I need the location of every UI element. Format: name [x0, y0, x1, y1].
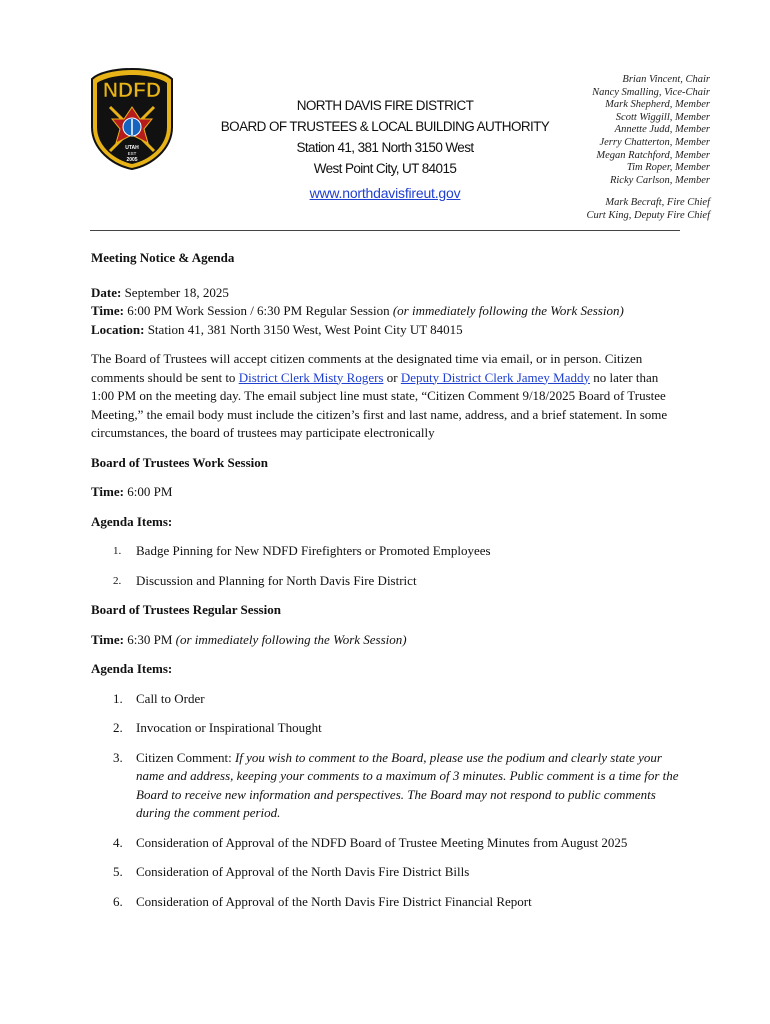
- header-divider: [90, 230, 680, 231]
- notice-title: Meeting Notice & Agenda: [91, 250, 235, 265]
- work-session-time: Time: 6:00 PM: [91, 484, 173, 499]
- board-member: Scott Wiggill, Member: [615, 111, 710, 123]
- board-member: Tim Roper, Member: [626, 162, 710, 174]
- org-city: West Point City, UT 84015: [313, 161, 457, 176]
- board-member: Ricky Carlson, Member: [609, 174, 710, 186]
- board-member: Megan Ratchford, Member: [596, 149, 710, 161]
- list-item: 2. Invocation or Inspirational Thought: [113, 720, 322, 735]
- org-station: Station 41, 381 North 3150 West: [296, 140, 474, 155]
- clerk-email-link[interactable]: District Clerk Misty Rogers: [238, 369, 384, 385]
- list-item: 1. Badge Pinning for New NDFD Firefighters or Promoted Employees: [113, 543, 491, 558]
- logo-text: NDFD: [102, 79, 162, 102]
- regular-session-heading: Board of Trustees Regular Session: [91, 602, 281, 617]
- agenda-content: [91, 249, 681, 911]
- board-member: Brian Vincent, Chair: [622, 74, 710, 85]
- board-members-list: [586, 74, 710, 223]
- org-name: NORTH DAVIS FIRE DISTRICT: [296, 98, 474, 113]
- work-session-agenda-label: Agenda Items:: [91, 513, 173, 529]
- ndfd-logo: [90, 67, 174, 171]
- comment-instructions: The Board of Trustees will accept citizen comments at the designated time via email, or in person. Citizen comments should be sent to District Clerk Misty Rogers or Deputy District Clerk Jamey Maddy no later than 1:00 PM on the meeting day. The email subject line must state, “Citizen Comment 9/18/2025 Board of Trustee Meeting,” the email body must include the citizen’s first and last name, address, and a brief statement. In some circumstances, the board of trustees may participate electronically: [91, 351, 668, 440]
- org-board: BOARD OF TRUSTEES & LOCAL BUILDING AUTHORITY: [220, 119, 550, 134]
- meeting-location: Location: Station 41, 381 North 3150 West, West Point City UT 84015: [91, 321, 463, 337]
- deputy-fire-chief: Curt King, Deputy Fire Chief: [586, 209, 710, 221]
- work-session-heading: Board of Trustees Work Session: [91, 454, 268, 470]
- list-item: 3. Citizen Comment: If you wish to comment to the Board, please use the podium and clearly state your name and address, keeping your comments to a maximum of 3 minutes. Public comment is a time for the Board to receive new information and perspectives. The Board may not respond to public comments during the comment period.: [113, 749, 679, 820]
- list-item: 2. Discussion and Planning for North Davis Fire District: [113, 572, 417, 588]
- fire-chief: Mark Becraft, Fire Chief: [605, 197, 710, 209]
- meeting-date: Date: September 18, 2025: [91, 284, 229, 300]
- organization-header: [200, 95, 570, 204]
- board-member: Mark Shepherd, Member: [605, 99, 710, 111]
- logo-est: EST: [127, 151, 137, 156]
- logo-year: 2005: [126, 157, 138, 163]
- board-member: Jerry Chatterton, Member: [599, 136, 710, 148]
- work-session-agenda: [91, 542, 681, 590]
- regular-session-agenda-label: Agenda Items:: [91, 661, 173, 676]
- regular-session-agenda: [91, 690, 681, 912]
- list-item: 4. Consideration of Approval of the NDFD Board of Trustee Meeting Minutes from August 2025: [113, 834, 628, 850]
- regular-session-time: Time: 6:30 PM (or immediately following the Work Session): [91, 631, 407, 647]
- logo-state: UTAH: [125, 145, 139, 151]
- meeting-time: Time: 6:00 PM Work Session / 6:30 PM Regular Session (or immediately following the Work Session): [91, 303, 624, 318]
- board-member: Annette Judd, Member: [614, 124, 710, 136]
- list-item: 1. Call to Order: [113, 690, 205, 706]
- deputy-clerk-email-link[interactable]: Deputy District Clerk Jamey Maddy: [400, 369, 591, 385]
- list-item: 5. Consideration of Approval of the North Davis Fire District Bills: [113, 864, 470, 879]
- website-link[interactable]: www.northdavisfireut.gov: [309, 185, 461, 201]
- list-item: 6. Consideration of Approval of the North Davis Fire District Financial Report: [113, 893, 532, 909]
- board-member: Nancy Smalling, Vice-Chair: [592, 86, 710, 98]
